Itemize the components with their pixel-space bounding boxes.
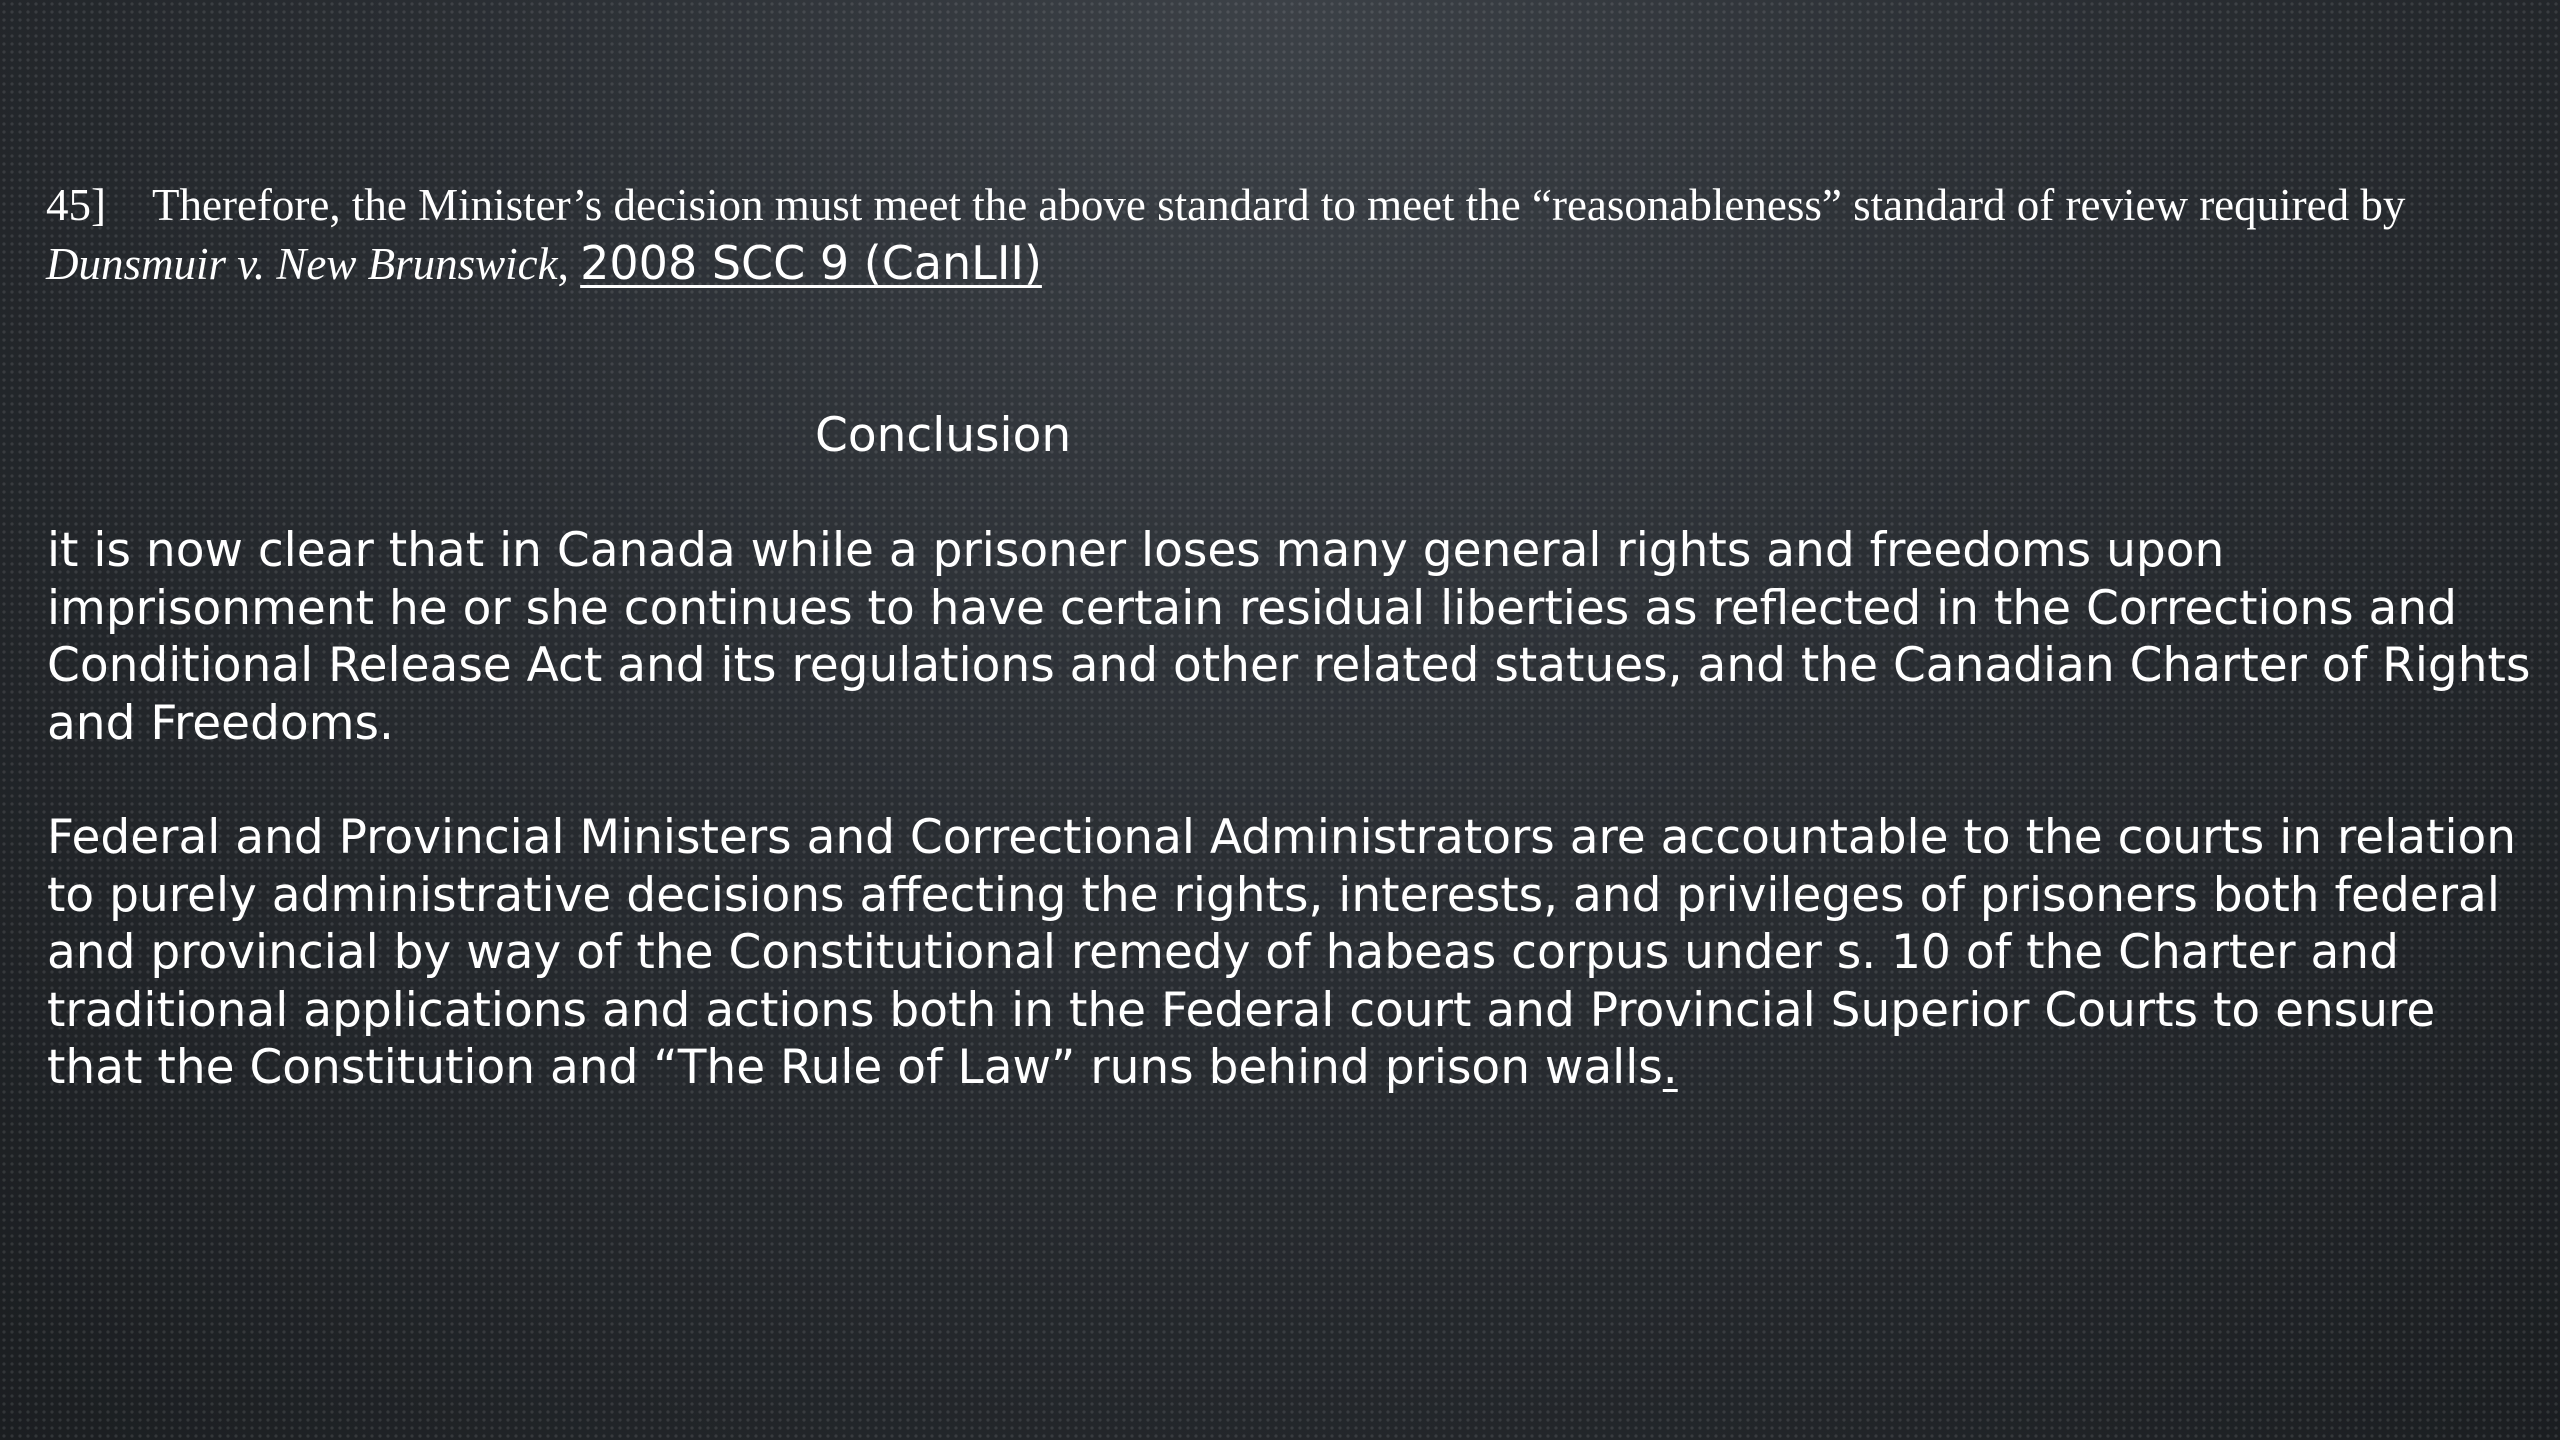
paragraph-45 xyxy=(46,176,2486,293)
case-comma: , xyxy=(557,239,581,289)
conclusion-heading: Conclusion xyxy=(815,408,1072,463)
case-name: Dunsmuir v. New Brunswick xyxy=(46,239,558,289)
citation-link[interactable]: 2008 SCC 9 (CanLII) xyxy=(580,236,1042,290)
conclusion-paragraph-2-text: Federal and Provincial Ministers and Correctional Administrators are accountable to the courts in relation to purely administrative decisions affecting the rights, interests, and privileges of prisoners both federal and provincial by way of the Constitutional remedy of habeas corpus under s. 10 of the Charter and traditional applications and actions both in the Federal court and Provincial Superior Courts to ensure that the Constitution and “The Rule of Law” runs behind prison walls xyxy=(47,810,2517,1095)
underlined-period: . xyxy=(1662,1040,1678,1095)
conclusion-paragraph-2 xyxy=(47,809,2537,1097)
conclusion-paragraph-1: it is now clear that in Canada while a prisoner loses many general rights and freedoms upon imprisonment he or she continues to have certain residual liberties as reflected in the Corrections and Conditional Release Act and its regulations and other related statues, and the Canadian Charter of Rights and Freedoms. xyxy=(47,523,2531,751)
paragraph-number: 45] xyxy=(46,180,106,230)
paragraph-45-text: Therefore, the Minister’s decision must meet the above standard to meet the “reasonableness” standard of review required by xyxy=(152,180,2406,230)
